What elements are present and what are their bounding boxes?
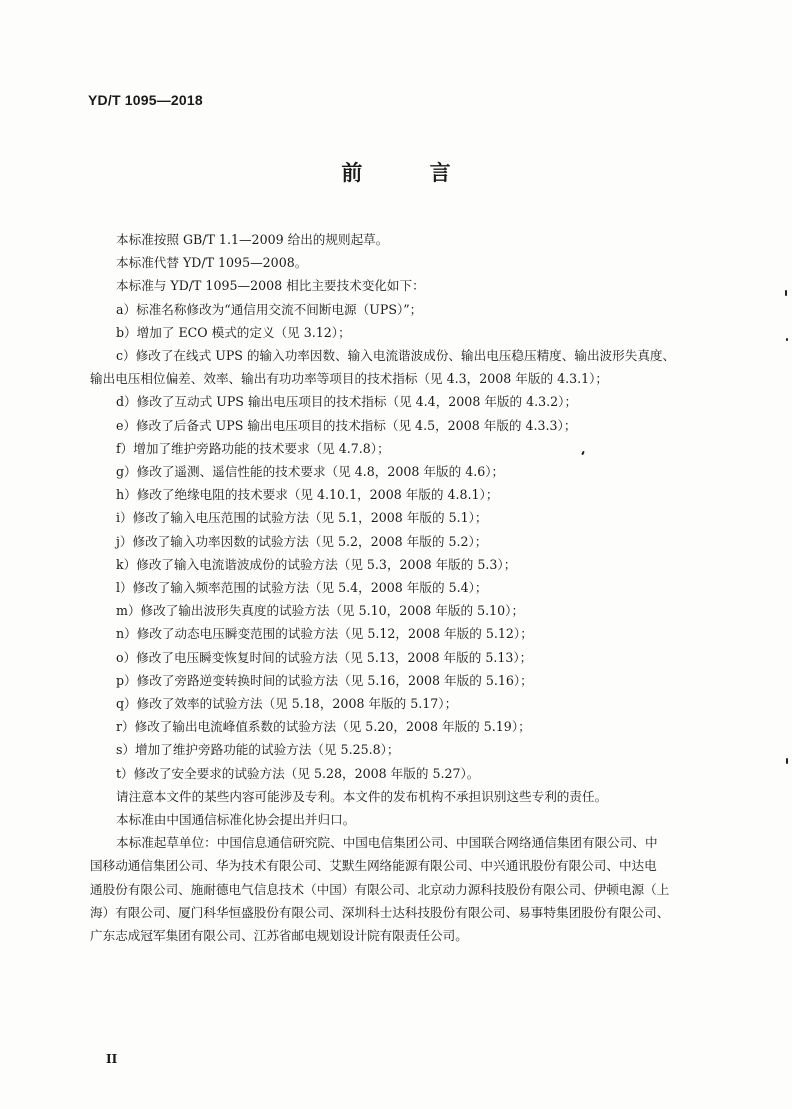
paragraph-drafters-line: 本标准起草单位：中国信息通信研究院、中国电信集团公司、中国联合网络通信集团有限公司、中 <box>116 835 658 851</box>
page-title: 前 言 <box>341 161 481 185</box>
list-item: d）修改了互动式 UPS 输出电压项目的技术指标（见 4.4，2008 年版的 4.3.2）； <box>116 394 578 410</box>
list-item: s）增加了维护旁路功能的试验方法（见 5.25.8）； <box>116 742 400 758</box>
list-item: e）修改了后备式 UPS 输出电压项目的技术指标（见 4.5，2008 年版的 4.3.3）； <box>116 417 577 433</box>
list-item: g）修改了遥测、遥信性能的技术要求（见 4.8，2008 年版的 4.6）； <box>116 464 505 480</box>
list-item: t）修改了安全要求的试验方法（见 5.28，2008 年版的 5.27）。 <box>116 765 480 781</box>
list-item: f）增加了维护旁路功能的技术要求（见 4.7.8）； <box>116 440 390 456</box>
list-item: i）修改了输入电压范围的试验方法（见 5.1，2008 年版的 5.1）； <box>116 510 488 526</box>
list-item: o）修改了电压瞬变恢复时间的试验方法（见 5.13，2008 年版的 5.13）； <box>116 649 533 665</box>
paragraph-changes-intro: 本标准与 YD/T 1095—2008 相比主要技术变化如下： <box>116 278 425 294</box>
document-code: YD/T 1095—2018 <box>88 92 203 108</box>
paragraph-patent-notice: 请注意本文件的某些内容可能涉及专利。本文件的发布机构不承担识别这些专利的责任。 <box>116 788 608 804</box>
list-item: a）标准名称修改为“通信用交流不间断电源（UPS）”； <box>116 301 423 317</box>
paragraph-drafters-line: 国移动通信集团公司、华为技术有限公司、艾默生网络能源有限公司、中兴通讯股份有限公司、中达电 <box>90 858 657 874</box>
paragraph-replaces: 本标准代替 YD/T 1095—2008。 <box>116 255 308 271</box>
scan-speck <box>786 758 788 764</box>
list-item: h）修改了绝缘电阻的技术要求（见 4.10.1，2008 年版的 4.8.1）； <box>116 487 499 503</box>
paragraph-proposer: 本标准由中国通信标准化协会提出并归口。 <box>116 812 356 828</box>
list-item-continuation: 输出电压相位偏差、效率、输出有功功率等项目的技术指标（见 4.3，2008 年版的 4.3.1）； <box>90 371 609 387</box>
paragraph-drafters-line: 广东志成冠军集团有限公司、江苏省邮电规划设计院有限责任公司。 <box>90 928 468 944</box>
paragraph-drafting-rules: 本标准按照 GB/T 1.1—2009 给出的规则起草。 <box>116 232 389 247</box>
list-item: q）修改了效率的试验方法（见 5.18，2008 年版的 5.17）； <box>116 696 458 712</box>
list-item: k）修改了输入电流谐波成份的试验方法（见 5.3，2008 年版的 5.3）； <box>116 556 517 572</box>
list-item: m）修改了输出波形失真度的试验方法（见 5.10，2008 年版的 5.10）； <box>116 603 525 619</box>
paragraph-drafters-line: 海）有限公司、厦门科华恒盛股份有限公司、深圳科士达科技股份有限公司、易事特集团股份有限公司、 <box>90 904 670 920</box>
paragraph-drafters-line: 通股份有限公司、施耐德电气信息技术（中国）有限公司、北京动力源科技股份有限公司、伊顿电源（上 <box>90 881 670 897</box>
foreword-body <box>90 228 712 947</box>
list-item: r）修改了输出电流峰值系数的试验方法（见 5.20，2008 年版的 5.19）； <box>116 719 531 735</box>
list-item: j）修改了输入功率因数的试验方法（见 5.2，2008 年版的 5.2）； <box>116 533 488 549</box>
list-item: n）修改了动态电压瞬变范围的试验方法（见 5.12，2008 年版的 5.12）； <box>116 626 533 642</box>
scan-speck <box>786 338 788 341</box>
scan-speck <box>785 290 787 296</box>
list-item: c）修改了在线式 UPS 的输入功率因数、输入电流谐波成份、输出电压稳压精度、输出波形失真度、 <box>116 348 676 364</box>
list-item: b）增加了 ECO 模式的定义（见 3.12）； <box>116 324 351 340</box>
list-item: p）修改了旁路逆变转换时间的试验方法（见 5.16，2008 年版的 5.16）； <box>116 672 533 688</box>
page-number: II <box>106 1052 118 1066</box>
list-item: l）修改了输入频率范围的试验方法（见 5.4，2008 年版的 5.4）； <box>116 580 488 596</box>
